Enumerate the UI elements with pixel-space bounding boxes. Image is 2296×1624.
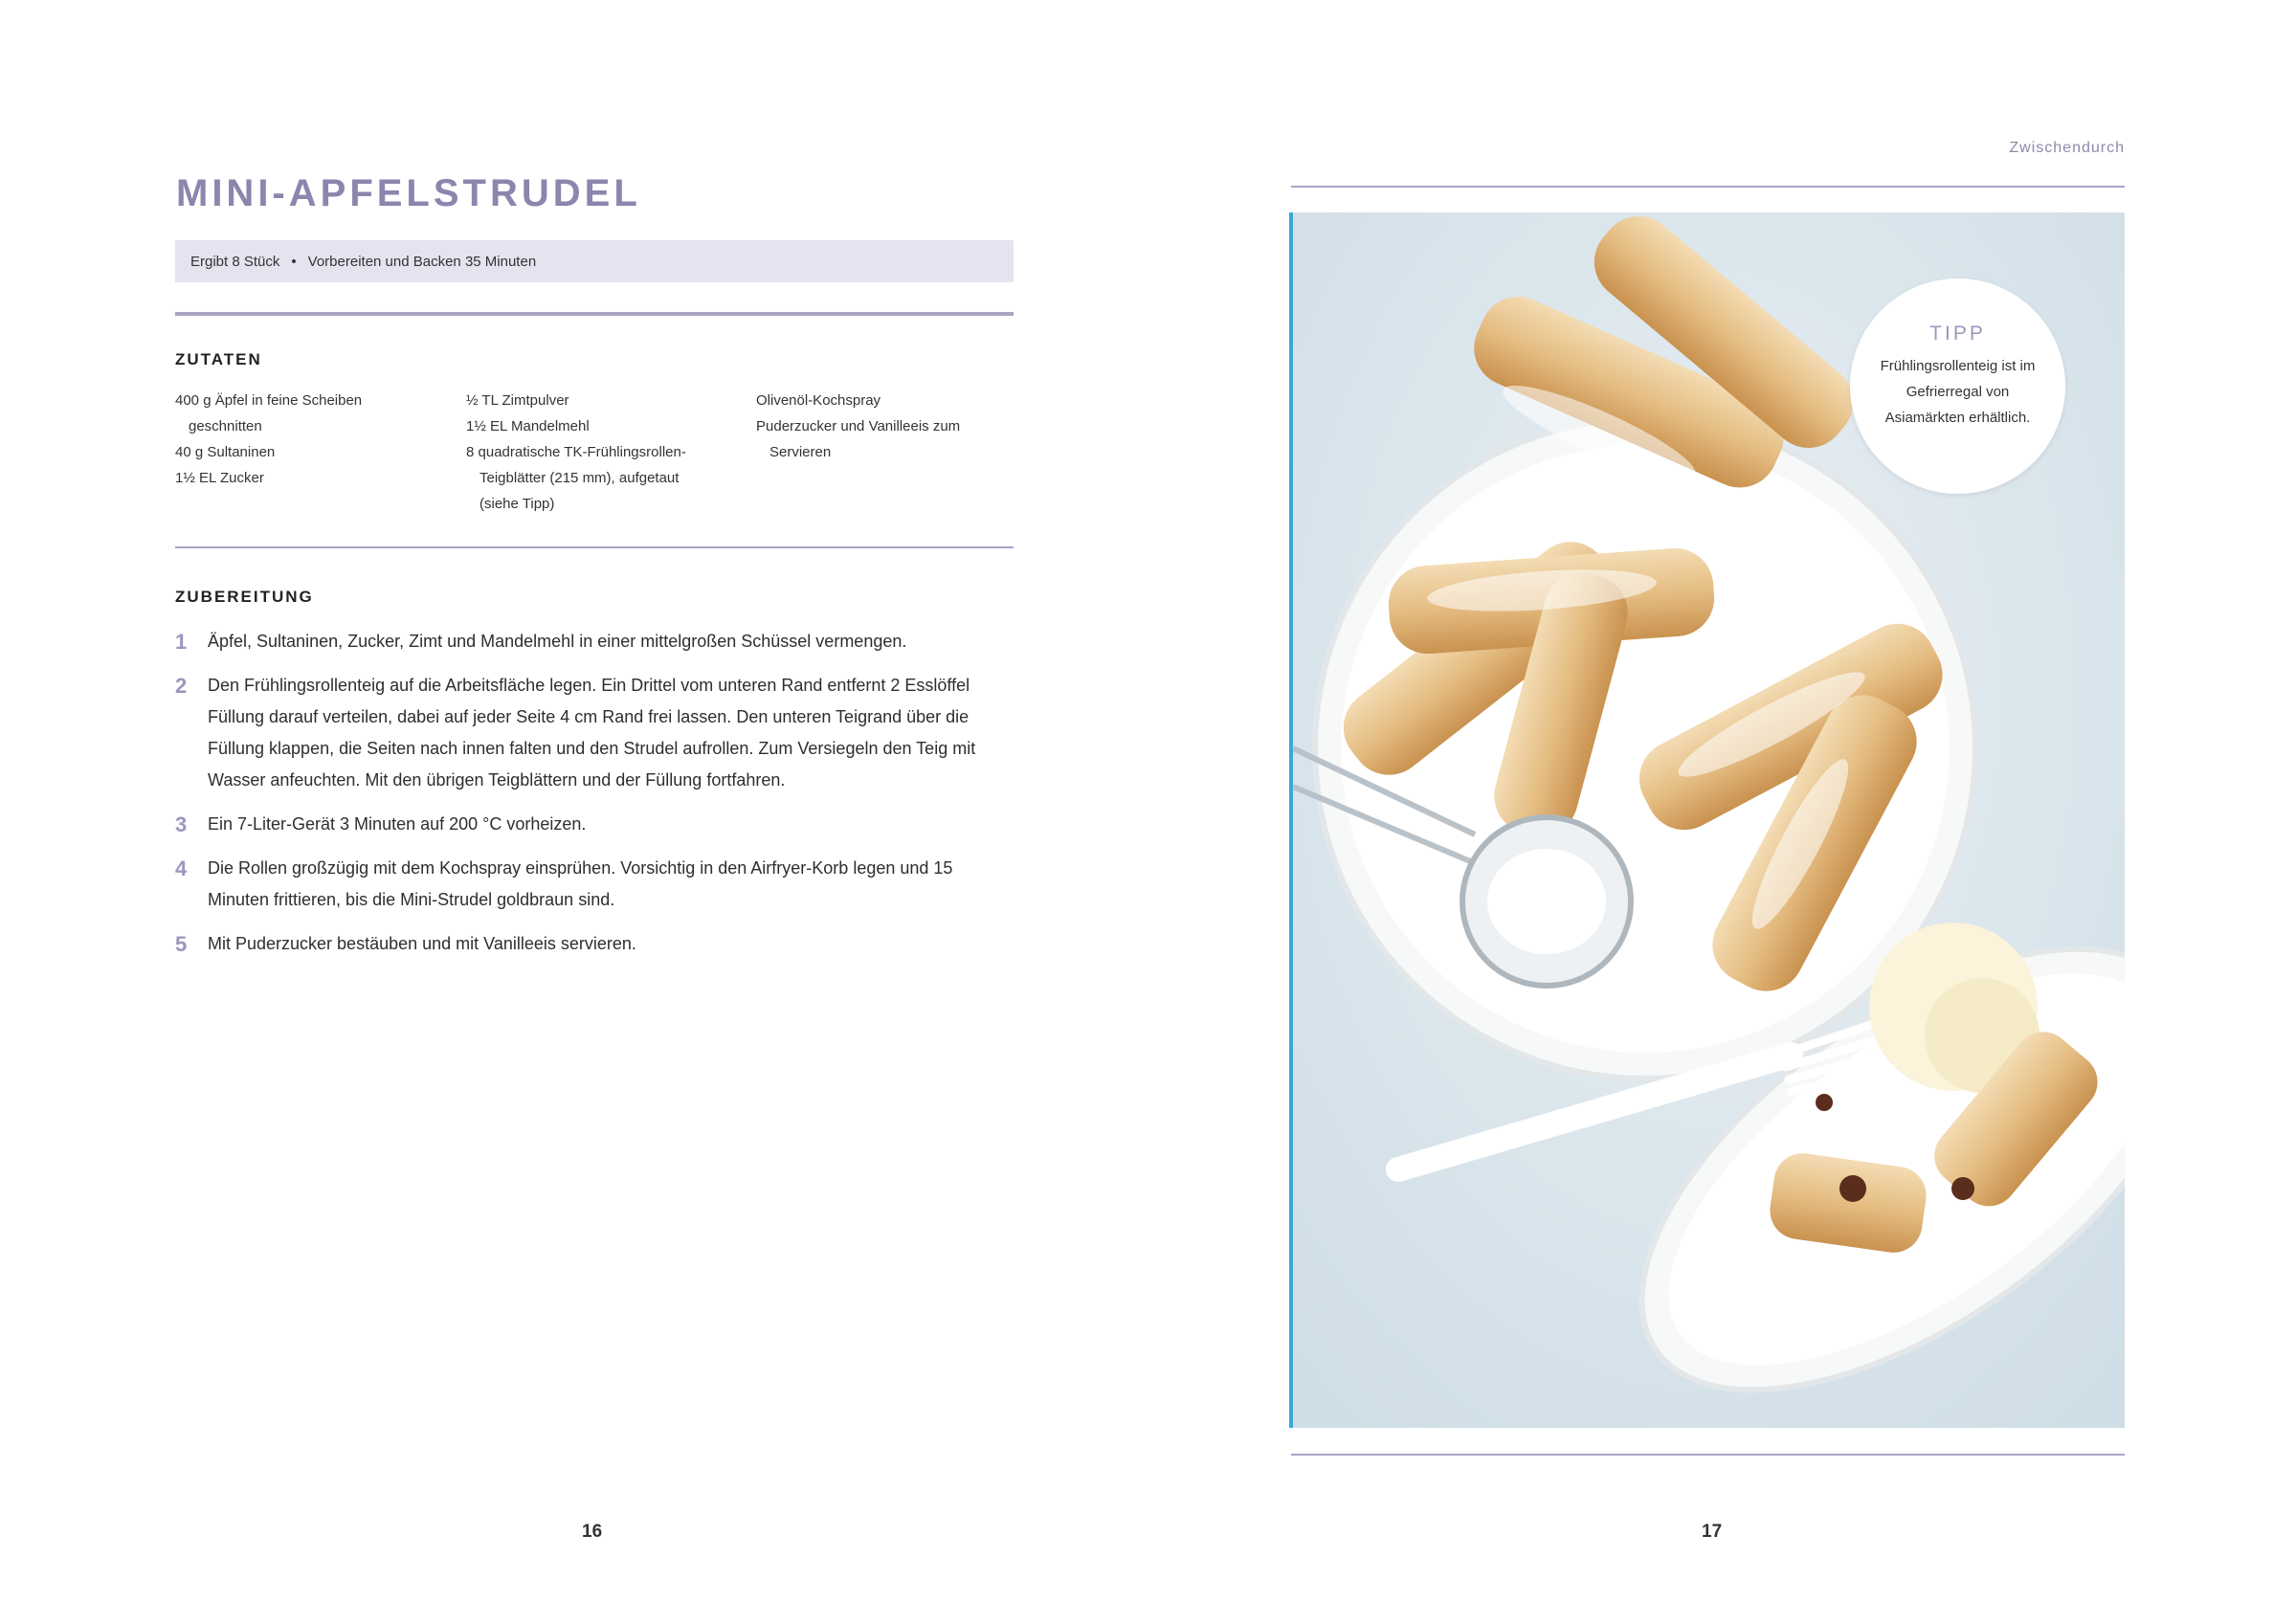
step-text: Äpfel, Sultaninen, Zucker, Zimt und Mandelmehl in einer mittelgroßen Schüssel vermengen. (208, 632, 907, 651)
recipe-meta-bar (175, 240, 1014, 282)
step-number: 5 (175, 932, 188, 956)
step-4 (175, 853, 1017, 916)
tip-text: Frühlingsrollenteig ist im Gefrierregal von Asiamärkten erhältlich. (1880, 358, 2036, 426)
ingredient-item: Olivenöl-Kochspray (756, 392, 881, 409)
preparation-steps (175, 626, 1017, 972)
step-number: 3 (175, 812, 188, 836)
ingredient-item: 8 quadratische TK-Frühlingsrollen-Teigblätter (215 mm), aufgetaut (siehe Tipp) (466, 444, 686, 512)
step-text: Die Rollen großzügig mit dem Kochspray einsprühen. Vorsichtig in den Airfryer-Korb legen und 15 Minuten frittieren, bis die Mini-Strudel goldbraun sind. (208, 858, 953, 909)
step-3 (175, 809, 1017, 840)
divider-photo-bottom (1291, 1454, 2125, 1456)
ingredient-item: ½ TL Zimtpulver (466, 392, 569, 409)
page-number-left: 16 (582, 1522, 603, 1542)
step-number: 4 (175, 856, 188, 880)
section-label: Zwischendurch (2009, 140, 2125, 156)
step-1 (175, 626, 1017, 657)
ingredient-item: 400 g Äpfel in feine Scheiben geschnitten (175, 392, 363, 434)
recipe-yield: Ergibt 8 Stück (190, 253, 280, 270)
ingredients-column-3 (756, 388, 976, 465)
ingredient-item: 40 g Sultaninen (175, 444, 276, 460)
preparation-heading: ZUBEREITUNG (175, 588, 314, 606)
recipe-time: Vorbereiten und Backen 35 Minuten (307, 253, 537, 270)
step-number: 2 (175, 674, 188, 698)
page-number-right: 17 (1702, 1522, 1723, 1542)
ingredient-item: Puderzucker und Vanilleeis zum Servieren (756, 418, 961, 460)
tip-title: TIPP (1929, 323, 1986, 345)
divider-top (175, 312, 1014, 316)
step-text: Mit Puderzucker bestäuben und mit Vanilleeis servieren. (208, 934, 636, 953)
ingredient-item: 1½ EL Mandelmehl (466, 418, 590, 434)
ingredient-item: 1½ EL Zucker (175, 470, 264, 486)
step-5 (175, 928, 1017, 960)
step-2 (175, 670, 1017, 796)
divider-middle (175, 546, 1014, 548)
step-text: Ein 7-Liter-Gerät 3 Minuten auf 200 °C vorheizen. (208, 814, 587, 834)
ingredients-column-2 (466, 388, 720, 517)
ingredients-heading: ZUTATEN (175, 350, 262, 368)
right-page (1148, 0, 2296, 1624)
step-text: Den Frühlingsrollenteig auf die Arbeitsfläche legen. Ein Drittel vom unteren Rand entfernt 2 Esslöffel Füllung darauf verteilen, dabei auf jeder Seite 4 cm Rand frei lassen. Den unteren Teigrand über die Füllung klappen, die Seiten nach innen falten und den Strudel aufrollen. Zum Versiegeln den Teig mit Wasser anfeuchten. Mit den übrigen Teigblättern und der Füllung fortfahren. (208, 676, 976, 790)
divider-photo-top (1291, 186, 2125, 188)
recipe-title: MINI-APFELSTRUDEL (176, 172, 641, 214)
meta-separator: • (291, 253, 297, 270)
step-number: 1 (175, 630, 188, 654)
tip-badge (1850, 278, 2065, 494)
ingredients-column-1 (175, 388, 405, 491)
